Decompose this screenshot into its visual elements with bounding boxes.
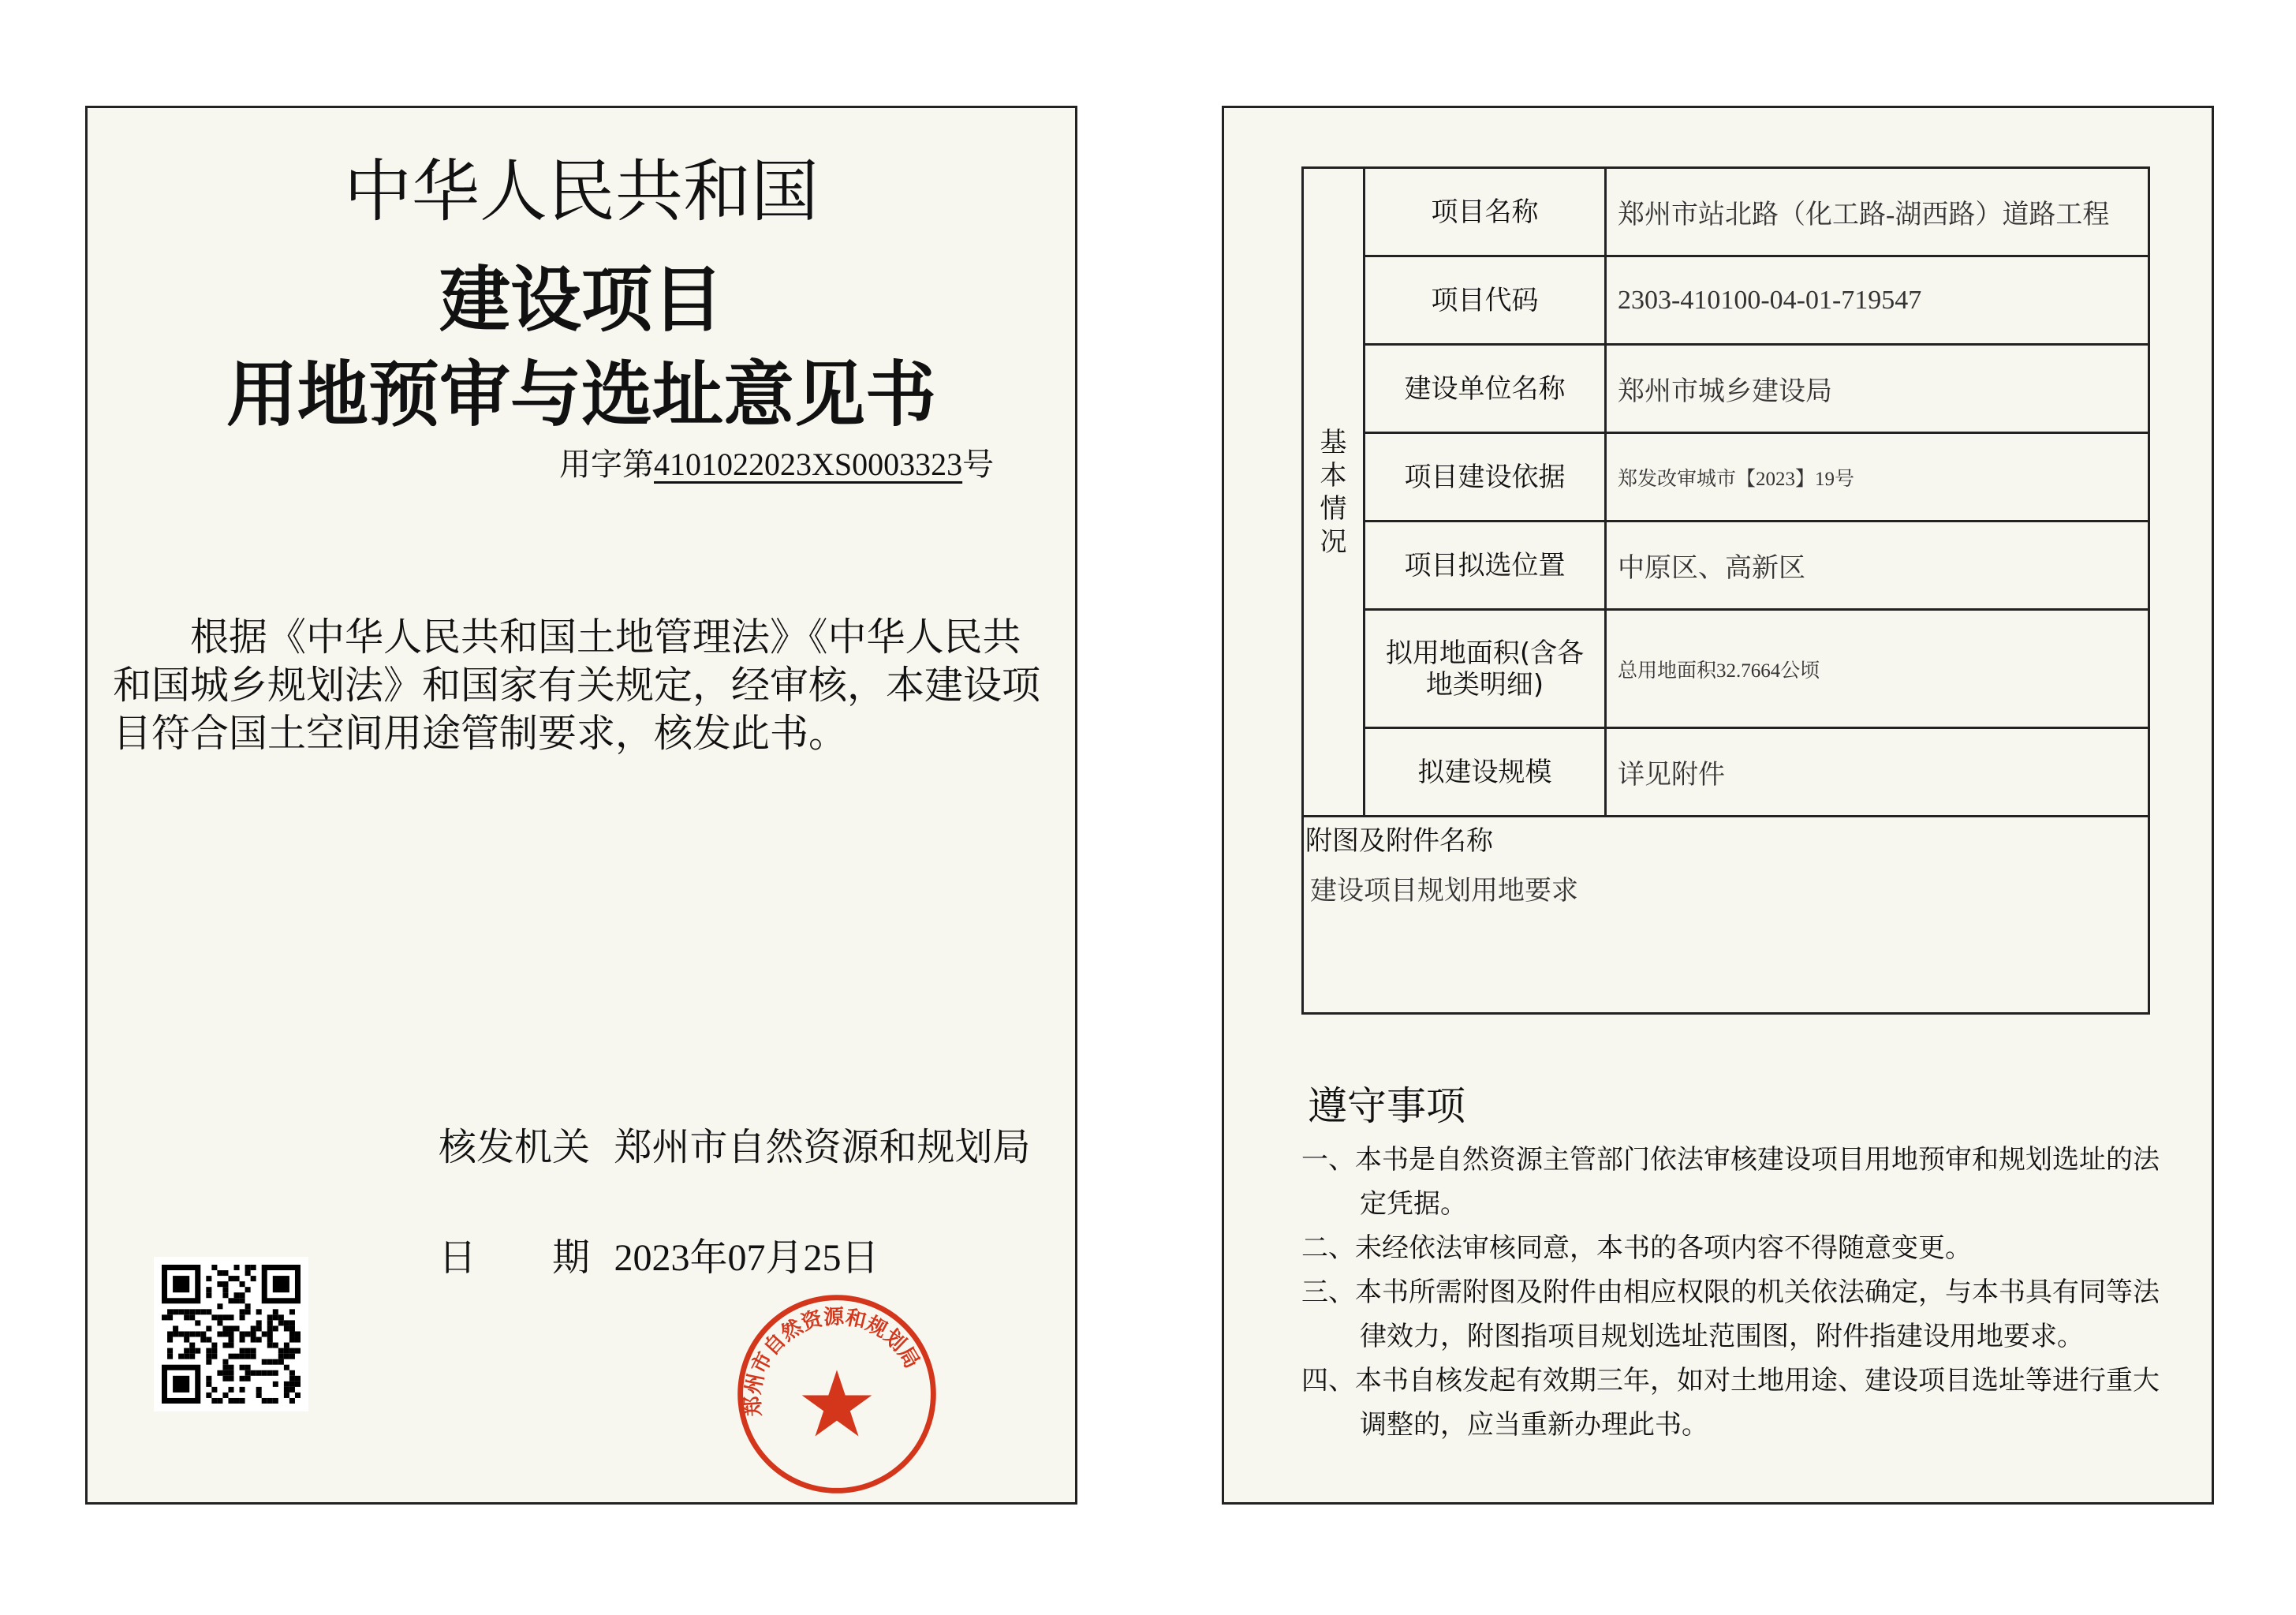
title-main: 建设项目 (439, 259, 723, 342)
row-value: 总用地面积32.7664公顷 (1606, 610, 2149, 728)
doc-no-value: 4101022023XS0003323 (654, 447, 963, 482)
row-label: 拟建设规模 (1365, 728, 1606, 817)
row-label: 项目代码 (1365, 256, 1606, 345)
notice-item: 二、未经依法审核同意，本书的各项内容不得随意变更。 (1301, 1232, 1972, 1264)
issuer (439, 1116, 1031, 1171)
date-label: 日 期 (439, 1236, 591, 1280)
official-seal (734, 1292, 939, 1497)
row-value: 中原区、高新区 (1606, 522, 2149, 610)
qr-code (154, 1257, 308, 1411)
doc-no-prefix: 用字第 (559, 447, 654, 483)
row-value: 郑州市站北路（化工路-湖西路）道路工程 (1606, 168, 2149, 256)
issuer-value: 郑州市自然资源和规划局 (614, 1127, 1031, 1168)
seal-lettering: 郑州市自然资源和规划局 (741, 1305, 924, 1418)
certificate-body: 根据《中华人民共和国土地管理法》《中华人民共和国城乡规划法》和国家有关规定，经审核，本建设项目符合国土空间用途管制要求，核发此书。 (113, 615, 1041, 756)
document-number (559, 439, 994, 484)
notice-item: 一、本书是自然资源主管部门依法审核建设项目用地预审和规划选址的法定凭据。 (1301, 1144, 2160, 1220)
row-label: 拟用地面积(含各地类明细) (1365, 610, 1606, 728)
row-value: 2303-410100-04-01-719547 (1606, 256, 2149, 345)
notice-list (1301, 1138, 2169, 1447)
title-country: 中华人民共和国 (344, 152, 819, 231)
basic-info-table (1301, 166, 2150, 1015)
doc-no-suffix: 号 (962, 447, 995, 483)
row-value: 郑发改审城市【2023】19号 (1606, 433, 2149, 522)
issue-date (439, 1227, 879, 1281)
attachments-value: 建设项目规划用地要求 (1310, 877, 1578, 906)
notice-title: 遵守事项 (1308, 1083, 1465, 1129)
certificate-front (85, 106, 1077, 1505)
attachments-label: 附图及附件名称 (1305, 825, 1493, 857)
row-value: 郑州市城乡建设局 (1606, 345, 2149, 433)
row-label: 项目拟选位置 (1365, 522, 1606, 610)
issuer-label: 核发机关 (439, 1125, 591, 1169)
row-label: 项目名称 (1365, 168, 1606, 256)
date-value: 2023年07月25日 (614, 1237, 879, 1279)
row-label: 项目建设依据 (1365, 433, 1606, 522)
side-label: 基本情况 (1303, 168, 1365, 817)
notice-item: 三、本书所需附图及附件由相应权限的机关依法确定，与本书具有同等法律效力，附图指项目规划选址范围图，附件指建设用地要求。 (1301, 1277, 2160, 1352)
notice-item: 四、本书自核发起有效期三年，如对土地用途、建设项目选址等进行重大调整的，应当重新办理此书。 (1301, 1365, 2160, 1441)
certificate-back (1222, 106, 2214, 1505)
title-sub: 用地预审与选址意见书 (226, 353, 936, 436)
row-label: 建设单位名称 (1365, 345, 1606, 433)
row-value: 详见附件 (1606, 728, 2149, 817)
attachments-cell (1303, 817, 2149, 1014)
